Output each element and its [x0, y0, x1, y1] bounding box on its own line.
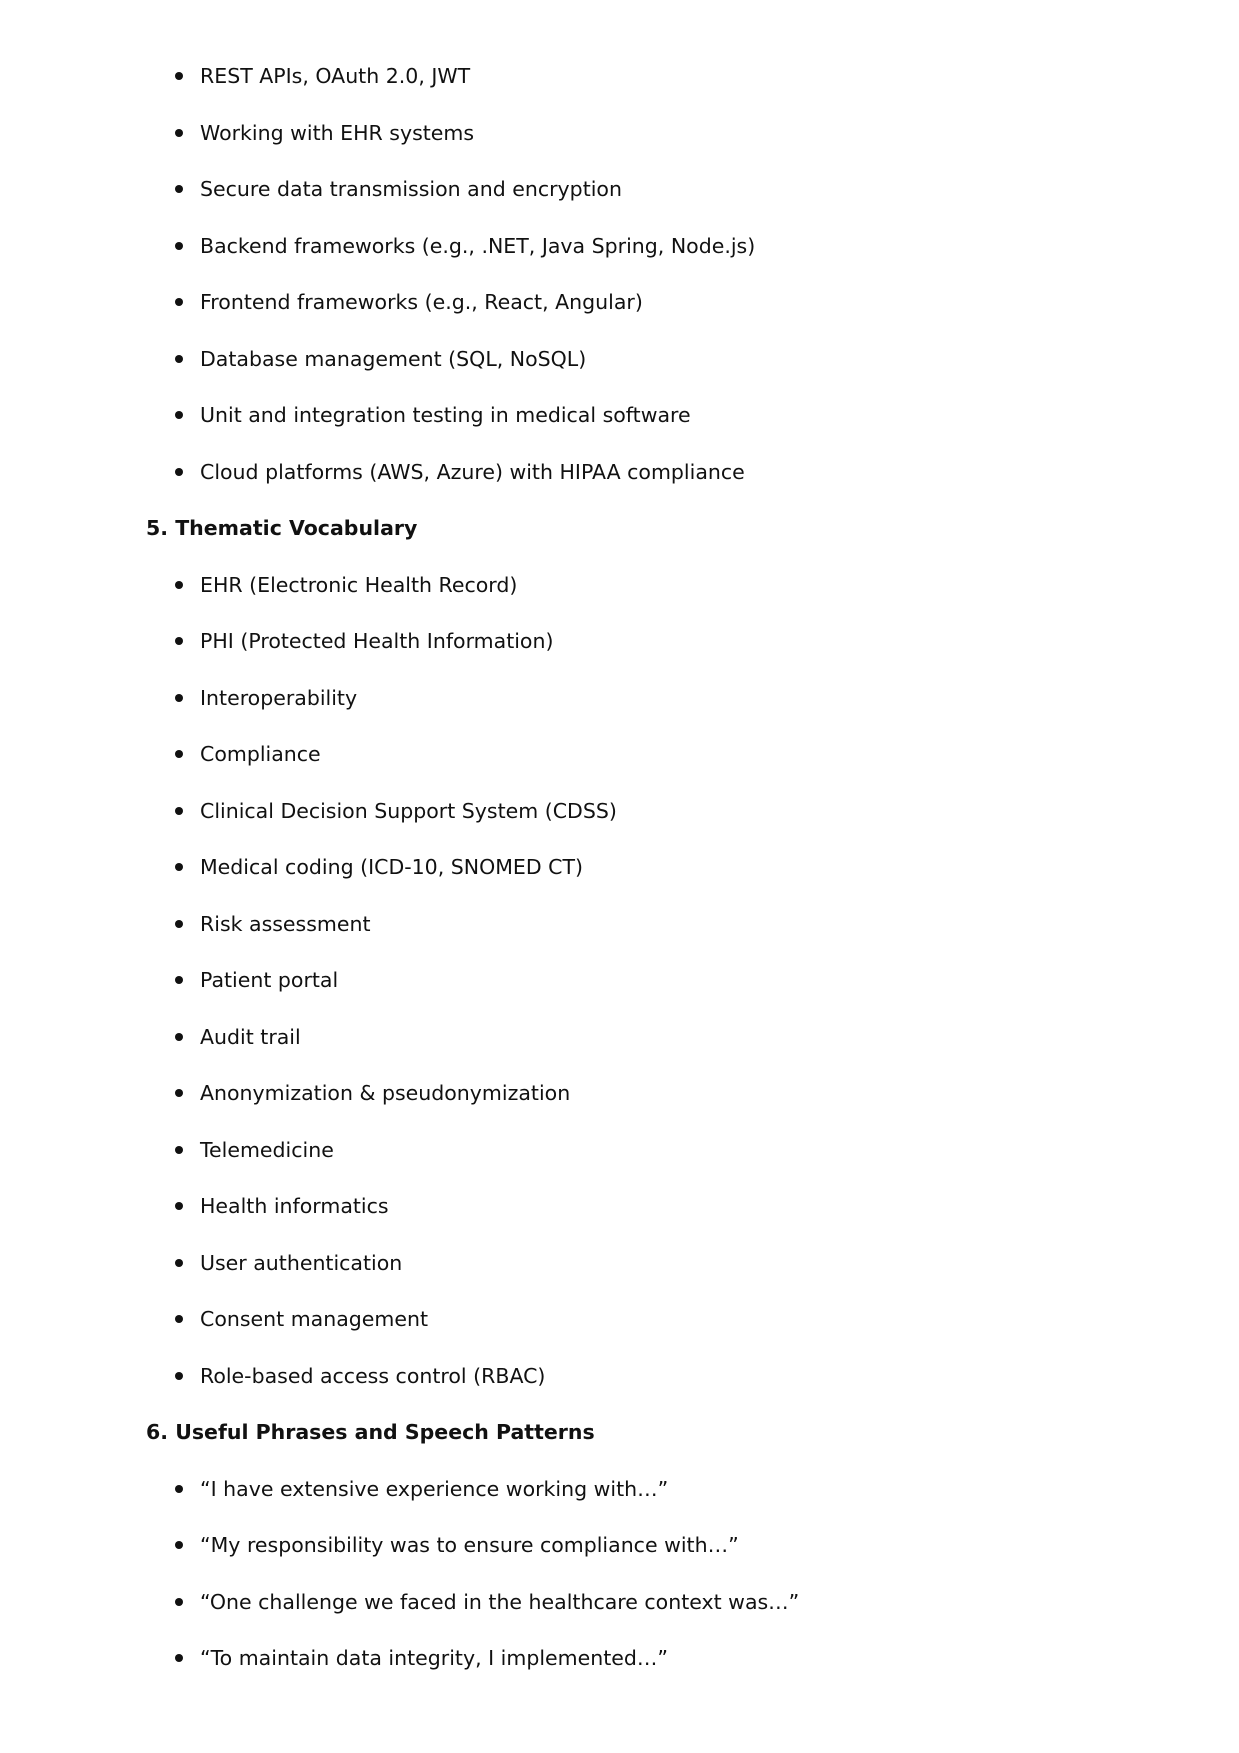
list-item-text: Health informatics [200, 1194, 389, 1218]
bullet-icon [175, 1315, 183, 1323]
list-item [0, 444, 1239, 501]
list-item [0, 218, 1239, 275]
list-item-text: Working with EHR systems [200, 120, 475, 145]
bullet-icon [175, 863, 183, 871]
list-item-text: Telemedicine [200, 1137, 334, 1162]
list-item-text: Frontend frameworks (e.g., React, Angular) [200, 290, 643, 314]
list-item-text: User authentication [200, 1250, 403, 1275]
bullet-icon [175, 1372, 183, 1380]
list-item [0, 105, 1239, 162]
bullet-icon [175, 1259, 183, 1267]
list-item-text: “My responsibility was to ensure compliance with…” [200, 1533, 739, 1557]
bullet-icon [175, 1541, 183, 1549]
list-item [0, 331, 1239, 388]
list-item-text: “To maintain data integrity, I implemented…” [200, 1646, 669, 1670]
bullet-icon [175, 1202, 183, 1210]
bullet-icon [175, 1089, 183, 1097]
bullet-icon [175, 355, 183, 363]
bullet-icon [175, 976, 183, 984]
bullet-icon [175, 72, 183, 80]
list-item [0, 839, 1239, 896]
list-item-text: EHR (Electronic Health Record) [200, 572, 518, 597]
list-item [0, 1348, 1239, 1405]
phrases-list [0, 1461, 1239, 1687]
list-item [0, 161, 1239, 218]
list-item [0, 1630, 1239, 1687]
list-item [0, 557, 1239, 614]
bullet-icon [175, 1598, 183, 1606]
list-item [0, 1178, 1239, 1235]
document-content [0, 48, 1239, 1687]
list-item [0, 1235, 1239, 1292]
bullet-icon [175, 129, 183, 137]
list-item-text: Medical coding (ICD-10, SNOMED CT) [200, 855, 584, 879]
list-item-text: Compliance [200, 742, 321, 766]
section-heading-vocabulary: 5. Thematic Vocabulary [146, 516, 418, 540]
list-item [0, 1461, 1239, 1518]
list-item [0, 1122, 1239, 1179]
list-item [0, 387, 1239, 444]
bullet-icon [175, 468, 183, 476]
list-item-text: “One challenge we faced in the healthcare context was…” [200, 1589, 800, 1614]
list-item-text: Consent management [200, 1307, 429, 1331]
vocabulary-list [0, 557, 1239, 1405]
list-item [0, 1291, 1239, 1348]
bullet-icon [175, 694, 183, 702]
list-item-text: Unit and integration testing in medical software [200, 403, 691, 427]
list-item-text: Clinical Decision Support System (CDSS) [200, 798, 617, 823]
bullet-icon [175, 298, 183, 306]
list-item-text: Risk assessment [200, 911, 371, 936]
list-item-text: Interoperability [200, 685, 358, 710]
bullet-icon [175, 242, 183, 250]
bullet-icon [175, 1033, 183, 1041]
bullet-icon [175, 1146, 183, 1154]
bullet-icon [175, 1485, 183, 1493]
bullet-icon [175, 1654, 183, 1662]
list-item-text: PHI (Protected Health Information) [200, 629, 554, 653]
bullet-icon [175, 807, 183, 815]
bullet-icon [175, 637, 183, 645]
list-item [0, 274, 1239, 331]
bullet-icon [175, 185, 183, 193]
section-heading-phrases: 6. Useful Phrases and Speech Patterns [146, 1420, 595, 1444]
list-item-text: Cloud platforms (AWS, Azure) with HIPAA compliance [200, 459, 745, 484]
list-item-text: Database management (SQL, NoSQL) [200, 346, 587, 371]
list-item [0, 896, 1239, 953]
list-item [0, 726, 1239, 783]
list-item [0, 613, 1239, 670]
list-item [0, 1517, 1239, 1574]
list-item-text: Backend frameworks (e.g., .NET, Java Spring, Node.js) [200, 233, 756, 258]
list-item-text: Role-based access control (RBAC) [200, 1363, 546, 1388]
bullet-icon [175, 750, 183, 758]
list-item-text: “I have extensive experience working with…” [200, 1476, 669, 1501]
list-item-text: Patient portal [200, 968, 339, 992]
list-item-text: REST APIs, OAuth 2.0, JWT [200, 64, 471, 88]
list-item-text: Secure data transmission and encryption [200, 177, 622, 201]
list-item [0, 670, 1239, 727]
list-item [0, 1574, 1239, 1631]
bullet-icon [175, 920, 183, 928]
list-item-text: Anonymization & pseudonymization [200, 1081, 571, 1105]
list-item [0, 783, 1239, 840]
list-item-text: Audit trail [200, 1024, 301, 1049]
list-item [0, 952, 1239, 1009]
bullet-icon [175, 411, 183, 419]
list-item [0, 48, 1239, 105]
skills-list [0, 48, 1239, 500]
list-item [0, 1009, 1239, 1066]
list-item [0, 1065, 1239, 1122]
bullet-icon [175, 581, 183, 589]
